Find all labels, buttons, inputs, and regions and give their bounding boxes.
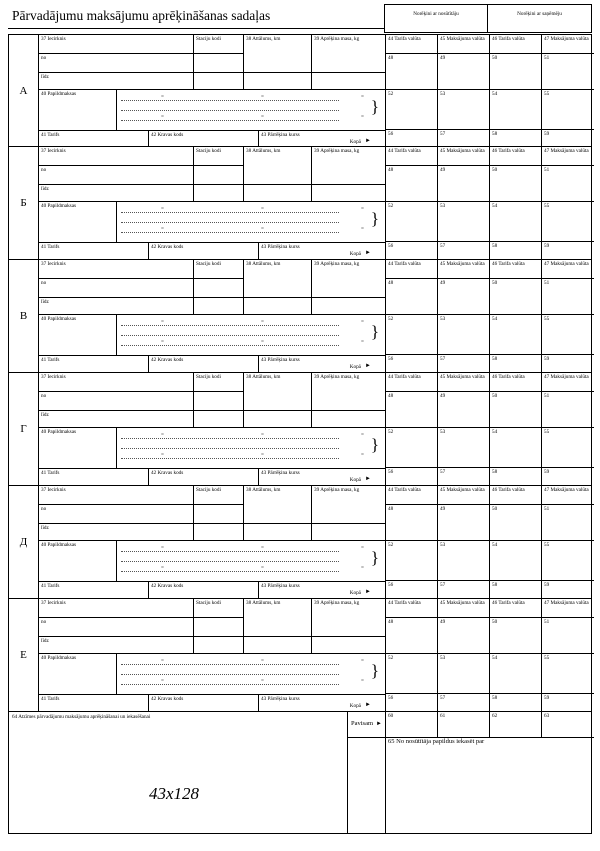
surcharge-grid[interactable] [117,90,385,130]
equals-sign: = [261,432,264,438]
field-mass-value[interactable] [312,185,385,202]
field-40-surcharges[interactable]: 40 Papildmaksas [39,541,117,581]
field-42-cargo-code[interactable]: 42 Kravas kods [149,581,259,598]
field-44[interactable]: 44 Tarifa valūta [386,147,438,166]
block-letter: В [9,260,39,372]
field-51[interactable]: 51 [542,54,594,90]
field-51[interactable]: 51 [542,166,594,202]
field-56[interactable]: 56 [386,581,438,598]
equals-sign: = [361,94,364,100]
field-56[interactable]: 56 [386,130,438,147]
field-39-mass[interactable]: 39 Aprēķina masa, kg [312,599,385,637]
field-45[interactable]: 45 Maksājuma valūta [438,35,490,54]
field-to[interactable]: līdz [39,637,194,654]
field-46[interactable]: 46 Tarifa valūta [490,147,542,166]
equals-sign: = [361,114,364,120]
surcharge-grid[interactable] [117,202,385,242]
surcharge-grid[interactable] [117,541,385,581]
field-40-surcharges[interactable]: 40 Papildmaksas [39,90,117,130]
equals-sign: = [261,206,264,212]
field-from[interactable]: no [39,54,194,73]
block-right [385,599,591,711]
block-letter: Д [9,486,39,598]
equals-sign: = [261,565,264,571]
field-to-code[interactable] [194,298,244,315]
field-57[interactable]: 57 [438,130,490,147]
field-59[interactable]: 59 [544,469,550,475]
arrow-icon: ► [376,721,382,727]
field-from[interactable]: no [39,392,194,411]
field-37-iecirknis[interactable]: 37 Iecirknis [39,260,194,279]
field-mass-value[interactable] [312,637,385,654]
field-39-mass[interactable]: 39 Aprēķina masa, kg [312,260,385,298]
field-41-tariff[interactable]: 41 Tarifs [39,468,149,485]
equals-sign: = [161,565,164,571]
equals-sign: = [161,678,164,684]
arrow-icon: ► [365,363,371,369]
brace-glyph: } [370,661,379,680]
equals-sign: = [261,658,264,664]
field-42-cargo-code[interactable]: 42 Kravas kods [149,130,259,147]
field-46[interactable]: 46 Tarifa valūta [490,373,542,392]
field-57[interactable]: 57 [438,468,490,485]
block-letter: Б [9,147,39,259]
equals-sign: = [161,432,164,438]
field-47[interactable]: 47 Maksājuma valūta [542,373,594,392]
field-44[interactable]: 44 Tarifa valūta [386,35,438,54]
field-42-cargo-code[interactable]: 42 Kravas kods [149,694,259,711]
field-63[interactable]: 63 [542,712,594,738]
field-46[interactable]: 46 Tarifa valūta [490,486,542,505]
field-to-code[interactable] [194,637,244,654]
field-64-notes[interactable]: 64 Atzīmes pārvadājumu maksājumu aprēķināšanai un iekasēšanai 43x128 [12,714,200,803]
field-50[interactable]: 50 [490,279,542,315]
brace-glyph: } [370,435,379,454]
field-52[interactable]: 52 [386,428,438,468]
field-45[interactable]: 45 Maksājuma valūta [438,260,490,279]
field-44[interactable]: 44 Tarifa valūta [386,373,438,392]
pavisam-label-box: Pavisam ► [347,712,385,738]
equals-sign: = [361,206,364,212]
field-41-tariff[interactable]: 41 Tarifs [39,355,149,372]
field-46[interactable]: 46 Tarifa valūta [490,260,542,279]
equals-sign: = [161,658,164,664]
equals-sign: = [261,339,264,345]
equals-sign: = [361,432,364,438]
equals-sign: = [361,339,364,345]
field-44[interactable]: 44 Tarifa valūta [386,260,438,279]
calc-block [8,260,592,373]
field-39-mass[interactable]: 39 Aprēķina masa, kg [312,373,385,411]
field-49[interactable]: 49 [438,279,490,315]
field-50[interactable]: 50 [490,392,542,428]
field-from[interactable]: no [39,505,194,524]
field-58[interactable]: 58 [490,694,542,711]
field-46[interactable]: 46 Tarifa valūta [490,599,542,618]
field-52[interactable]: 52 [386,315,438,355]
field-to[interactable]: līdz [39,298,194,315]
field-56[interactable]: 56 [386,355,438,372]
field-mass-value[interactable] [312,411,385,428]
field-42-cargo-code[interactable]: 42 Kravas kods [149,468,259,485]
field-53[interactable]: 53 [438,202,490,242]
field-50[interactable]: 50 [490,166,542,202]
field-45[interactable]: 45 Maksājuma valūta [438,486,490,505]
field-49[interactable]: 49 [438,392,490,428]
field-to-code[interactable] [194,73,244,90]
block-left [39,35,385,146]
field-57[interactable]: 57 [438,242,490,259]
equals-sign: = [161,339,164,345]
field-55[interactable]: 55 [542,654,594,694]
field-59[interactable]: 59 [544,243,550,249]
field-45[interactable]: 45 Maksājuma valūta [438,147,490,166]
field-53[interactable]: 53 [438,428,490,468]
brace-glyph: } [370,322,379,341]
field-station-codes[interactable]: Staciju kodi [194,486,244,505]
field-37-iecirknis[interactable]: 37 Iecirknis [39,599,194,618]
field-51[interactable]: 51 [542,505,594,541]
field-distance-value[interactable] [244,73,312,90]
field-52[interactable]: 52 [386,654,438,694]
field-to[interactable]: līdz [39,524,194,541]
field-59[interactable]: 59 [544,582,550,588]
field-54[interactable]: 54 [490,315,542,355]
equals-sign: = [261,678,264,684]
field-49[interactable]: 49 [438,505,490,541]
field-mass-value[interactable] [312,298,385,315]
field-distance-value[interactable] [244,185,312,202]
field-54[interactable]: 54 [490,428,542,468]
brace-glyph: } [370,209,379,228]
field-52[interactable]: 52 [386,90,438,130]
equals-sign: = [361,319,364,325]
field-48[interactable]: 48 [386,392,438,428]
field-47[interactable]: 47 Maksājuma valūta [542,147,594,166]
field-37-iecirknis[interactable]: 37 Iecirknis [39,147,194,166]
field-55[interactable]: 55 [542,315,594,355]
field-57[interactable]: 57 [438,694,490,711]
field-65-extra-charge[interactable]: 65 No nosūtītāja papildus iekasēt par [388,738,485,745]
field-58[interactable]: 58 [490,355,542,372]
field-53[interactable]: 53 [438,541,490,581]
kopa-label: Kopā [349,477,361,483]
field-41-tariff[interactable]: 41 Tarifs [39,581,149,598]
brace-glyph: } [370,97,379,116]
field-43-exchange-rate[interactable]: 43 Pārrēķina kurss Kopā ► [259,581,385,598]
field-48[interactable]: 48 [386,279,438,315]
equals-sign: = [161,319,164,325]
field-station-codes[interactable]: Staciju kodi [194,147,244,166]
field-from[interactable]: no [39,279,194,298]
equals-sign: = [361,565,364,571]
field-58[interactable]: 58 [490,130,542,147]
block-left [39,260,385,372]
field-59[interactable]: 59 [544,131,550,137]
kopa-label: Kopā [349,364,361,370]
field-50[interactable]: 50 [490,54,542,90]
calc-block [8,486,592,599]
field-from-code[interactable] [194,166,244,185]
kopa-label: Kopā [349,703,361,709]
field-37-iecirknis[interactable]: 37 Iecirknis [39,486,194,505]
field-48[interactable]: 48 [386,505,438,541]
field-43-exchange-rate[interactable]: 43 Pārrēķina kurss Kopā ► [259,468,385,485]
field-55[interactable]: 55 [542,541,594,581]
field-49[interactable]: 49 [438,54,490,90]
field-49[interactable]: 49 [438,618,490,654]
field-42-cargo-code[interactable]: 42 Kravas kods [149,355,259,372]
field-from-code[interactable] [194,618,244,637]
field-from[interactable]: no [39,166,194,185]
field-station-codes[interactable]: Staciju kodi [194,35,244,54]
field-37-iecirknis[interactable]: 37 Iecirknis [39,35,194,54]
equals-sign: = [161,452,164,458]
kopa-label: Kopā [349,590,361,596]
field-50[interactable]: 50 [490,618,542,654]
field-station-codes[interactable]: Staciju kodi [194,260,244,279]
field-54[interactable]: 54 [490,654,542,694]
field-48[interactable]: 48 [386,166,438,202]
field-38-distance[interactable]: 38 Attālums, km [244,35,312,73]
block-right [385,35,591,146]
field-52[interactable]: 52 [386,541,438,581]
field-43-exchange-rate[interactable]: 43 Pārrēķina kurss Kopā ► [259,130,385,147]
field-44[interactable]: 44 Tarifa valūta [386,599,438,618]
arrow-icon: ► [365,702,371,708]
calc-block [8,147,592,260]
field-53[interactable]: 53 [438,315,490,355]
form-header [8,4,592,34]
form-page [8,4,592,844]
page-title: Pārvadājumu maksājumu aprēķināšanas sadaļas [12,8,271,23]
field-54[interactable]: 54 [490,202,542,242]
bottom-section [8,712,592,834]
block-left [39,147,385,259]
block-letter: А [9,35,39,146]
watermark-label: 43x128 [149,784,200,803]
equals-sign: = [361,452,364,458]
field-41-tariff[interactable]: 41 Tarifs [39,694,149,711]
field-distance-value[interactable] [244,411,312,428]
field-54[interactable]: 54 [490,541,542,581]
block-right [385,147,591,259]
field-to[interactable]: līdz [39,185,194,202]
field-39-mass[interactable]: 39 Aprēķina masa, kg [312,35,385,73]
field-from[interactable]: no [39,618,194,637]
block-right [385,373,591,485]
field-40-surcharges[interactable]: 40 Papildmaksas [39,202,117,242]
field-40-surcharges[interactable]: 40 Papildmaksas [39,428,117,468]
field-38-distance[interactable]: 38 Attālums, km [244,599,312,637]
pavisam-empty-box [347,738,385,834]
field-55[interactable]: 55 [542,202,594,242]
title-underline [8,28,384,29]
equals-sign: = [161,94,164,100]
field-48[interactable]: 48 [386,54,438,90]
field-49[interactable]: 49 [438,166,490,202]
brace-glyph: } [370,548,379,567]
field-61[interactable]: 61 [438,712,490,738]
field-distance-value[interactable] [244,637,312,654]
block-left [39,486,385,598]
block-left [39,599,385,711]
field-37-iecirknis[interactable]: 37 Iecirknis [39,373,194,392]
field-57[interactable]: 57 [438,355,490,372]
field-58[interactable]: 58 [490,242,542,259]
header-receiver-settlements: Norēķini ar saņēmēju [488,4,592,33]
field-station-codes[interactable]: Staciju kodi [194,599,244,618]
field-from-code[interactable] [194,392,244,411]
field-43-exchange-rate[interactable]: 43 Pārrēķina kurss Kopā ► [259,355,385,372]
field-to[interactable]: līdz [39,411,194,428]
equals-sign: = [361,226,364,232]
field-41-tariff[interactable]: 41 Tarifs [39,130,149,147]
field-59[interactable]: 59 [544,695,550,701]
field-55[interactable]: 55 [542,428,594,468]
surcharge-grid[interactable] [117,315,385,355]
field-54[interactable]: 54 [490,90,542,130]
equals-sign: = [161,206,164,212]
field-57[interactable]: 57 [438,581,490,598]
field-56[interactable]: 56 [386,242,438,259]
field-38-distance[interactable]: 38 Attālums, km [244,486,312,524]
field-from-code[interactable] [194,505,244,524]
field-43-exchange-rate[interactable]: 43 Pārrēķina kurss Kopā ► [259,242,385,259]
block-left [39,373,385,485]
field-51[interactable]: 51 [542,392,594,428]
field-39-mass[interactable]: 39 Aprēķina masa, kg [312,486,385,524]
field-distance-value[interactable] [244,298,312,315]
equals-sign: = [261,319,264,325]
block-right [385,260,591,372]
field-47[interactable]: 47 Maksājuma valūta [542,260,594,279]
field-from-code[interactable] [194,54,244,73]
block-letter: Г [9,373,39,485]
field-45[interactable]: 45 Maksājuma valūta [438,373,490,392]
field-55[interactable]: 55 [542,90,594,130]
field-40-surcharges[interactable]: 40 Papildmaksas [39,315,117,355]
calc-block [8,34,592,147]
field-mass-value[interactable] [312,73,385,90]
equals-sign: = [261,226,264,232]
arrow-icon: ► [365,589,371,595]
equals-sign: = [361,658,364,664]
arrow-icon: ► [365,138,371,144]
field-47[interactable]: 47 Maksājuma valūta [542,599,594,618]
field-38-distance[interactable]: 38 Attālums, km [244,147,312,185]
block-right [385,486,591,598]
field-47[interactable]: 47 Maksājuma valūta [542,486,594,505]
field-38-distance[interactable]: 38 Attālums, km [244,373,312,411]
equals-sign: = [261,114,264,120]
field-51[interactable]: 51 [542,279,594,315]
field-to[interactable]: līdz [39,73,194,90]
equals-sign: = [261,94,264,100]
field-to-code[interactable] [194,524,244,541]
field-53[interactable]: 53 [438,654,490,694]
field-47[interactable]: 47 Maksājuma valūta [542,35,594,54]
calc-block [8,373,592,486]
equals-sign: = [161,545,164,551]
field-60[interactable]: 60 [386,712,438,738]
field-46[interactable]: 46 Tarifa valūta [490,35,542,54]
kopa-label: Kopā [349,251,361,257]
field-58[interactable]: 58 [490,581,542,598]
field-56[interactable]: 56 [386,694,438,711]
field-distance-value[interactable] [244,524,312,541]
field-59[interactable]: 59 [544,356,550,362]
header-sender-settlements: Norēķini ar nosūtītāju [384,4,488,33]
field-42-cargo-code[interactable]: 42 Kravas kods [149,242,259,259]
field-44[interactable]: 44 Tarifa valūta [386,486,438,505]
kopa-label: Kopā [349,139,361,145]
field-62[interactable]: 62 [490,712,542,738]
field-51[interactable]: 51 [542,618,594,654]
field-39-mass[interactable]: 39 Aprēķina masa, kg [312,147,385,185]
field-52[interactable]: 52 [386,202,438,242]
surcharge-grid[interactable] [117,654,385,694]
field-40-surcharges[interactable]: 40 Papildmaksas [39,654,117,694]
equals-sign: = [361,545,364,551]
field-45[interactable]: 45 Maksājuma valūta [438,599,490,618]
block-letter: Е [9,599,39,711]
field-to-code[interactable] [194,185,244,202]
field-station-codes[interactable]: Staciju kodi [194,373,244,392]
field-58[interactable]: 58 [490,468,542,485]
equals-sign: = [261,452,264,458]
field-mass-value[interactable] [312,524,385,541]
arrow-icon: ► [365,250,371,256]
field-to-code[interactable] [194,411,244,428]
arrow-icon: ► [365,476,371,482]
surcharge-grid[interactable] [117,428,385,468]
field-48[interactable]: 48 [386,618,438,654]
equals-sign: = [261,545,264,551]
calc-block [8,599,592,712]
field-from-code[interactable] [194,279,244,298]
field-50[interactable]: 50 [490,505,542,541]
equals-sign: = [361,678,364,684]
field-38-distance[interactable]: 38 Attālums, km [244,260,312,298]
field-43-exchange-rate[interactable]: 43 Pārrēķina kurss Kopā ► [259,694,385,711]
field-56[interactable]: 56 [386,468,438,485]
bottom-right [385,712,591,833]
field-53[interactable]: 53 [438,90,490,130]
equals-sign: = [161,114,164,120]
field-41-tariff[interactable]: 41 Tarifs [39,242,149,259]
equals-sign: = [161,226,164,232]
